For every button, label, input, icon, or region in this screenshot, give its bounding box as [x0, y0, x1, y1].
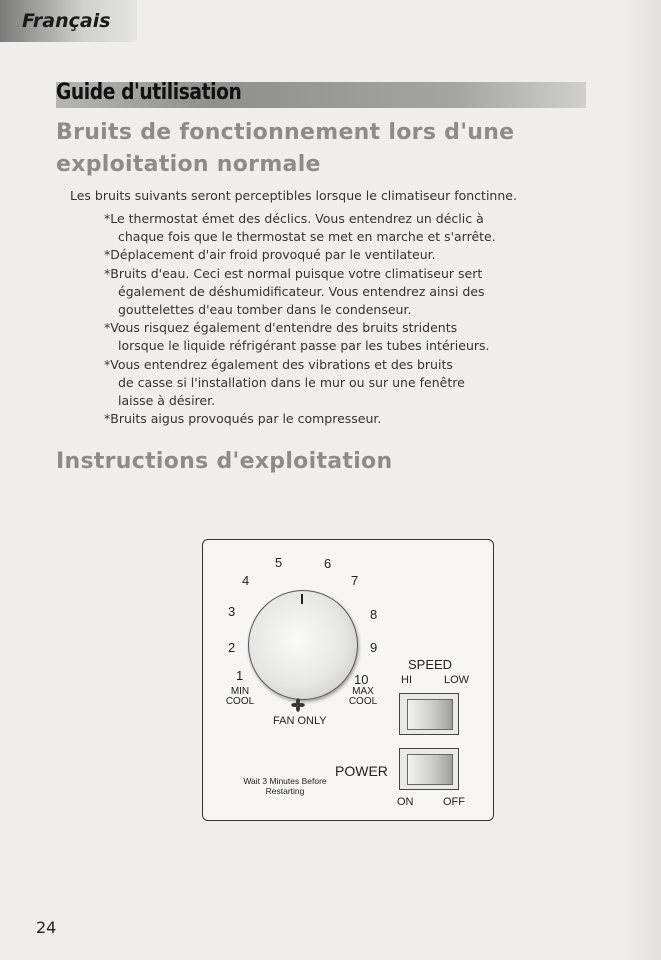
dial-number-1: 1 — [236, 668, 244, 683]
noise-list-line: *Le thermostat émet des déclics. Vous entendrez un déclic à — [104, 211, 484, 226]
intro-paragraph: Les bruits suivants seront perceptibles lorsque le climatiseur fonctinne. — [70, 188, 517, 203]
noise-list-line: lorsque le liquide réfrigérant passe par les tubes intérieurs. — [118, 338, 490, 354]
noise-list-line: gouttelettes d'eau tomber dans le condenseur. — [118, 302, 412, 318]
language-tab — [0, 0, 137, 42]
dial-number-3: 3 — [228, 604, 236, 619]
knob-indicator — [301, 594, 303, 604]
restart-warning: Wait 3 Minutes Before Restarting — [243, 776, 327, 796]
speed-label: SPEED — [408, 657, 453, 672]
fan-icon — [291, 698, 305, 712]
noise-list-item — [104, 356, 496, 411]
dial-number-2: 2 — [228, 640, 236, 655]
noise-list-line: chaque fois que le thermostat se met en marche et s'arrête. — [118, 229, 496, 245]
speed-hi-label: HI — [401, 674, 412, 686]
noise-list-item — [104, 265, 496, 320]
noise-list-line: *Bruits aigus provoqués par le compresseur. — [104, 411, 382, 427]
power-switch[interactable] — [399, 748, 459, 790]
noise-list-line: *Déplacement d'air froid provoqué par le ventilateur. — [104, 247, 436, 263]
noise-list-line: également de déshumidificateur. Vous entendrez ainsi des — [118, 283, 485, 299]
power-off-label: OFF — [443, 796, 465, 808]
section1-title-line1: Bruits de fonctionnement lors d'une — [56, 120, 515, 145]
speed-switch[interactable] — [399, 693, 459, 735]
speed-switch-rocker — [407, 699, 453, 730]
noise-list-line: *Vous entendrez également des vibrations et des bruits — [104, 356, 453, 372]
noise-list-item — [104, 410, 496, 428]
noise-list-line: de casse si l'installation dans le mur ou sur une fenêtre — [118, 374, 465, 390]
dial-number-8: 8 — [370, 607, 378, 622]
section2-title: Instructions d'exploitation — [56, 449, 393, 474]
max-cool-label: MAX COOL — [348, 686, 378, 707]
dial-number-6: 6 — [324, 556, 332, 571]
page-edge-shadow — [621, 0, 661, 960]
temperature-knob[interactable] — [248, 590, 358, 700]
control-panel — [202, 539, 494, 821]
guide-title: Guide d'utilisation — [56, 80, 242, 105]
section1-title-line2: exploitation normale — [56, 152, 321, 177]
power-on-label: ON — [397, 796, 414, 808]
language-label: Français — [22, 10, 111, 32]
page-number: 24 — [36, 918, 57, 937]
power-label: POWER — [335, 763, 388, 779]
dial-number-9: 9 — [370, 640, 378, 655]
dial-number-5: 5 — [275, 555, 283, 570]
noise-list-item — [104, 210, 496, 246]
noise-list-item — [104, 319, 496, 355]
noise-list-line: *Vous risquez également d'entendre des bruits stridents — [104, 320, 458, 336]
dial-number-7: 7 — [351, 573, 359, 588]
noise-list-item — [104, 246, 496, 264]
speed-low-label: LOW — [444, 674, 470, 686]
dial-number-4: 4 — [242, 573, 250, 588]
fan-only-label: FAN ONLY — [273, 715, 327, 727]
noise-list — [104, 210, 496, 428]
dial-number-10: 10 — [354, 672, 369, 687]
noise-list-line: laisse à désirer. — [118, 393, 216, 409]
power-switch-rocker — [407, 754, 453, 785]
min-cool-label: MIN COOL — [225, 686, 255, 707]
noise-list-line: *Bruits d'eau. Ceci est normal puisque votre climatiseur sert — [104, 265, 483, 281]
